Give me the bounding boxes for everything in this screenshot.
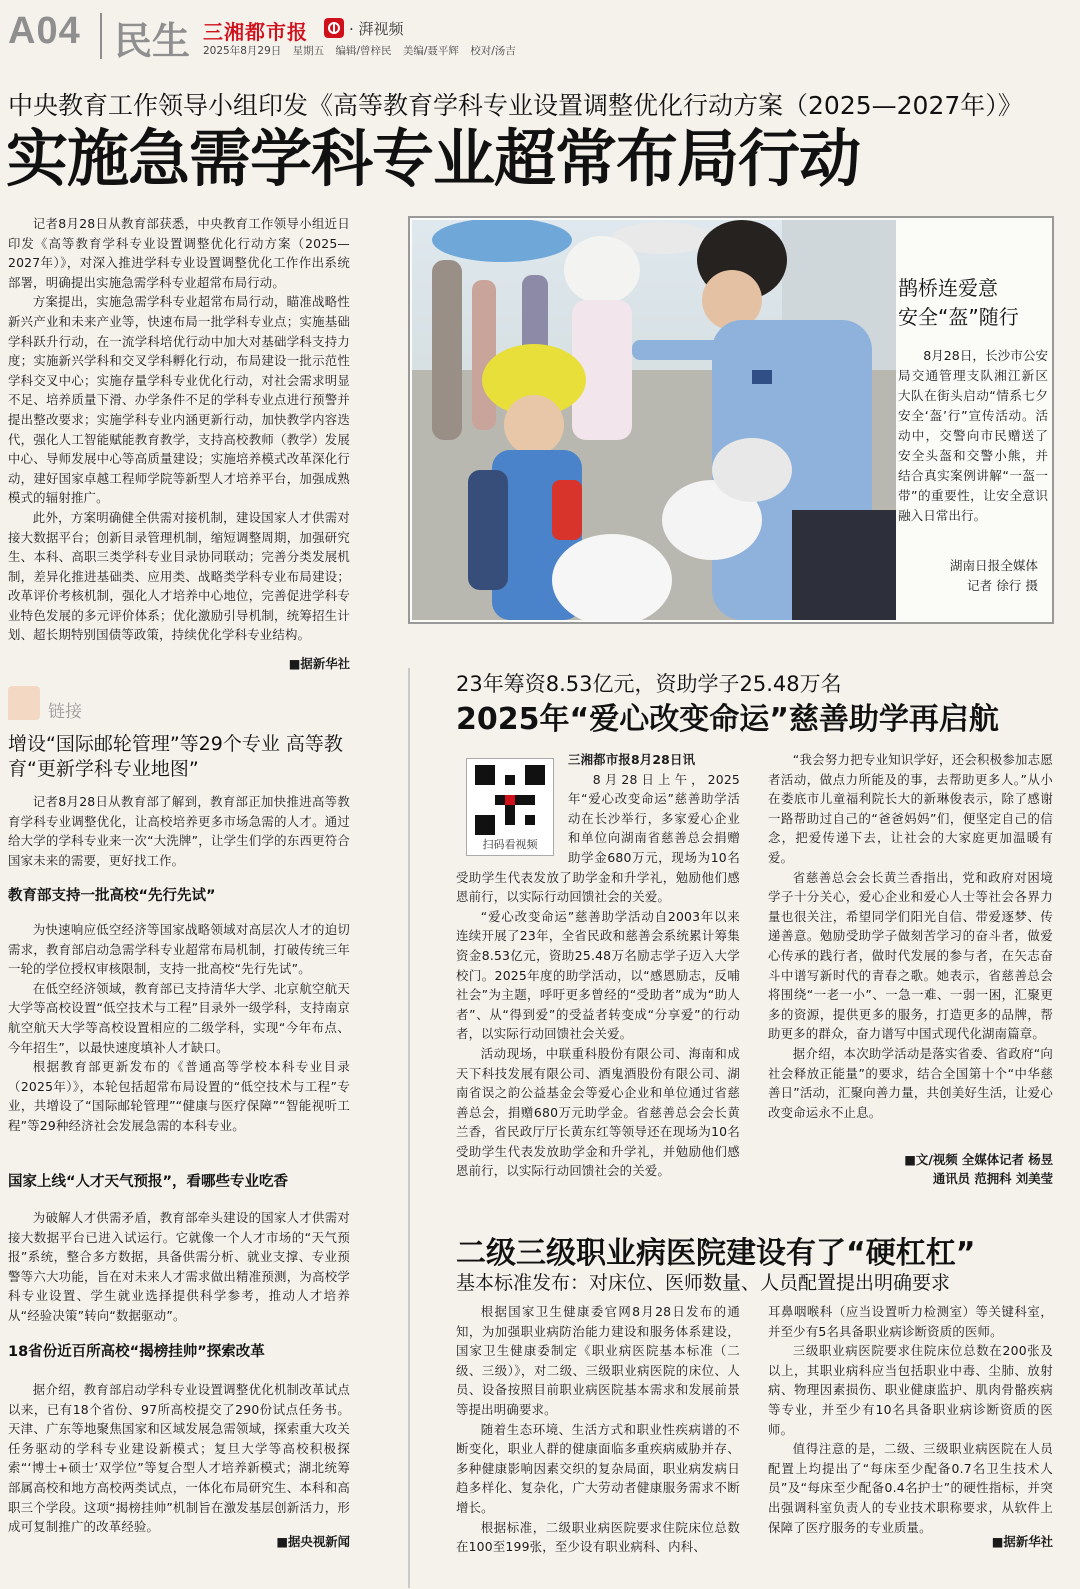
link-paragraph: 为快速响应低空经济等国家战略领域对高层次人才的迫切需求，教育部启动急需学科专业超常布局机制，打破传统三年一轮的学位授权审核限制，支持一批高校“先行先试”。 [8, 922, 350, 977]
photo-story-title [898, 274, 1048, 332]
masthead-divider [100, 13, 102, 59]
hospital-paragraph: 耳鼻咽喉科（应当设置听力检测室）等关键科室，并至少有5名具备职业病诊断资质的医师。 [768, 1304, 1053, 1339]
link-paragraph: 根据教育部更新发布的《普通高等学校本科专业目录（2025年）》，本轮包括超常布局设置的“低空技术与工程”专业，共增设了“国际邮轮管理”“健康与医疗保障”“智能视听工程”等29种经济社会发展急需的本科专业。 [8, 1059, 350, 1133]
charity-paragraph: 省慈善总会会长黄兰香指出，党和政府对困境学子十分关心，爱心企业和爱心人士等社会各界力量也很关注，希望同学们阳光自信、带爱逐梦、传递善意。勉励受助学子做刻苦学习的奋斗者，做爱心传承的践行者，做时代发展的参与者，在矢志奋斗中谱写新时代的青春之歌。她表示，省慈善总会将围绕“一老一小”、一急一难、一弱一困，汇聚更多的资源，提供更多的服务，打造更多的品牌，帮助更多的群众，奋力谱写中国式现代化湖南篇章。 [768, 869, 1053, 1042]
link-subhead: 国家上线“人才天气预报”，看哪些专业吃香 [8, 1174, 289, 1190]
charity-headline: 2025年“爱心改变命运”慈善助学再启航 [456, 702, 999, 737]
link-title: 增设“国际邮轮管理”等29个专业 高等教育“更新学科专业地图” [8, 733, 343, 780]
link-paragraph: 据介绍，教育部启动学科专业设置调整优化机制改革试点以来，已有18个省份、97所高校提交了290份试点任务书。天津、广东等地聚焦国家和区域发展急需领域，探索重大攻关任务驱动的学科专业建设新模式；复旦大学等高校积极探索“‘博士+硕士’双学位”等复合型人才培养新模式；湖北统筹部属高校和地方高校两类试点，一体化布局研究生、本科和高职三个学段。这项“揭榜挂帅”机制旨在激发基层创新活力，形成可复制推广的改革经验。 [8, 1382, 350, 1535]
charity-credit [768, 1150, 1053, 1188]
hospital-paragraph: 三级职业病医院要求住院床位总数在200张及以上，其职业病科应当包括职业中毒、尘肺、放射病、物理因素损伤、职业健康监护、肌肉骨骼疾病等专业，并至少有10名具备职业病诊断资质的医师。 [768, 1343, 1053, 1437]
link-section-body [8, 1208, 350, 1326]
link-paragraph: 为破解人才供需矛盾，教育部牵头建设的国家人才供需对接大数据平台已进入试运行。它就像一个人才市场的“天气预报”系统，整合多方数据，具备供需分析、就业支撑、专业预警等六大功能，旨在对未来人才需求做出精准预测，为高校学科专业设置、学生就业选择提供科学参考，推动人才培养从“经验决策”转向“数据驱动”。 [8, 1210, 350, 1323]
charity-paragraph: “爱心改变命运”慈善助学活动自2003年以来连续开展了23年，全省民政和慈善会系统累计筹集资金8.53亿元，资助25.48万名励志学子迈入大学校门。2025年度的助学活动，以“感恩励志，反哺社会”为主题，呼吁更多曾经的“受助者”成为“助人者”、从“得到爱”的受益者转变成“分享爱”的行动者，以实际行动回馈社会关爱。 [456, 908, 740, 1042]
hospital-paragraph: 值得注意的是，二级、三级职业病医院在人员配置上均提出了“每床至少配备0.7名卫生技术人员”及“每床至少配备0.4名护士”的硬性指标，并突出强调科室负责人的专业技术职称要求，从软件上保障了医疗服务的专业质量。 [768, 1441, 1053, 1535]
editor: 编辑/曾梓民 [335, 45, 392, 57]
photo-title-line: 鹊桥连爱意 [898, 276, 998, 300]
photo-title-line: 安全“盔”随行 [898, 305, 1019, 329]
column-divider [408, 668, 410, 1588]
hospital-column-1 [456, 1302, 740, 1557]
qr-code-icon [475, 765, 545, 835]
art-editor: 美编/聂平辉 [402, 45, 459, 57]
lead-paragraph: 方案提出，实施急需学科专业超常布局行动，瞄准战略性新兴产业和未来产业等，快速布局一批学科专业点；实施基础学科跃升行动，在一流学科培优行动中加大对基础学科支持力度；实施新兴学科和交叉学科孵化行动，布局建设一批示范性学科交叉中心；实施存量学科专业优化行动，对社会需求明显不足、培养质量下滑、办学条件不足的学科专业点进行预警并提出整改要求；实施学科专业内涵更新行动，加快教学内容迭代，强化人工智能赋能教育教学，支持高校教师（教学）发展中心、导师发展中心等高质量建设；实施培养模式改革深化行动，建好国家卓越工程师学院等新型人才培养平台，加强成熟模式的辐射推广。 [8, 294, 350, 506]
photo-caption-text: 8月28日，长沙市公安局交通管理支队湘江新区大队在街头启动“情系七夕 安全‘盔’行”宣传活动。活动中，交警向市民赠送了安全头盔和交警小熊，并结合真实案例讲解“一盔一带”的重要性，让安全意识融入日常出行。 [898, 348, 1048, 523]
photo-credit-line: 湖南日报全媒体 [949, 558, 1038, 573]
photo-caption [898, 346, 1048, 526]
dateline: 三湘都市报8月28日讯 [568, 752, 696, 767]
link-subhead: 18省份近百所高校“揭榜挂帅”探索改革 [8, 1344, 265, 1360]
link-tag-icon [8, 686, 40, 720]
brand-logo-icon [324, 18, 344, 38]
lead-kicker: 中央教育工作领导小组印发《高等教育学科专业设置调整优化行动方案（2025—2027年）》 [8, 91, 1023, 120]
lead-credit: ■据新华社 [288, 656, 350, 671]
hospital-paragraph: 随着生态环境、生活方式和职业性疾病谱的不断变化，职业人群的健康面临多重疾病威胁并存、多种健康影响因素交织的复杂局面，职业病发病日趋多样化、复杂化，广大劳动者健康服务需求不断增长。 [456, 1421, 740, 1515]
brand-video-label: · 湃视频 [349, 20, 404, 38]
page-number: A04 [8, 10, 81, 52]
link-intro [8, 792, 350, 870]
charity-column-2 [768, 750, 1053, 1122]
hospital-headline: 二级三级职业病医院建设有了“硬杠杠” [456, 1236, 976, 1271]
link-subhead: 教育部支持一批高校“先行先试” [8, 888, 216, 904]
hospital-column-2 [768, 1302, 1053, 1537]
lead-paragraph: 记者8月28日从教育部获悉，中央教育工作领导小组近日印发《高等教育学科专业设置调整优化行动方案（2025—2027年）》，对深入推进学科专业设置调整优化工作作出系统部署，明确提出实施急需学科专业超常布局行动。 [8, 216, 350, 290]
charity-paragraph: 据介绍，本次助学活动是落实省委、省政府“向社会释放正能量”的要求，结合全国第十个“中华慈善日”活动，汇聚向善力量，共创美好生活，让爱心改变命运永不止息。 [768, 1045, 1053, 1120]
charity-credit-line: ■文/视频 全媒体记者 杨昱 [904, 1152, 1053, 1167]
news-photo [412, 220, 896, 620]
link-credit: ■据央视新闻 [276, 1534, 350, 1549]
section-name: 民生 [114, 19, 191, 63]
link-section-body [8, 1380, 350, 1537]
charity-paragraph: 活动现场，中联重科股份有限公司、海南和成天下科技发展有限公司、酒鬼酒股份有限公司、湖南省误之韵公益基金会等爱心企业和单位通过省慈善总会，捐赠680万元助学金。省慈善总会会长黄兰香，省民政厅厅长黄东红等领导还在现场为10名受助学生代表发放助学金和升学礼，并勉励他们感恩前行，以实际行动回馈社会的关爱。 [456, 1045, 740, 1179]
link-label: 链接 [48, 702, 82, 722]
photo-credit [898, 556, 1038, 596]
issue-meta [203, 43, 524, 58]
hospital-paragraph: 根据国家卫生健康委官网8月28日发布的通知，为加强职业病防治能力建设和服务体系建设，国家卫生健康委制定《职业病医院基本标准（二级、三级）》，对二级、三级职业病医院的床位、人员、设备按照目前职业病医院基本需求和发展前景等提出明确要求。 [456, 1304, 740, 1417]
issue-date: 2025年8月29日 [203, 45, 282, 57]
link-section-body [8, 920, 350, 1136]
lead-paragraph: 此外，方案明确健全供需对接机制，建设国家人才供需对接大数据平台；创新目录管理机制，缩短调整周期，加强研究生、本科、高职三类学科专业目录协同联动；完善分类发展机制，差异化推进基础类、应用类、战略类学科专业布局建设；改革评价考核机制，强化人才培养中心地位，完善促进学科专业特色发展的多元评价体系；优化激励引导机制，统筹招生计划、超长期特别国债等政策，持续优化学科专业结构。 [8, 509, 350, 643]
issue-weekday: 星期五 [292, 45, 325, 57]
hospital-subtitle: 基本标准发布：对床位、医师数量、人员配置提出明确要求 [456, 1272, 951, 1294]
newspaper-brand: 三湘都市报 [203, 20, 308, 44]
hospital-credit: ■据新华社 [991, 1534, 1053, 1549]
lead-headline: 实施急需学科专业超常布局行动 [6, 122, 861, 195]
hospital-paragraph: 根据标准，二级职业病医院要求住院床位总数在100至199张，至少设有职业病科、内科、 [456, 1519, 740, 1555]
proofreader: 校对/汤吉 [470, 45, 516, 57]
charity-kicker: 23年筹资8.53亿元，资助学子25.48万名 [456, 672, 842, 696]
link-intro-paragraph: 记者8月28日从教育部了解到，教育部正加快推进高等教育学科专业调整优化，让高校培养更多市场急需的人才。通过给大学的学科专业来一次“大洗牌”，让学生们学的东西更符合国家未来的需要，更好找工作。 [8, 794, 350, 868]
charity-paragraph: “我会努力把专业知识学好，还会积极参加志愿者活动，做点力所能及的事，去帮助更多人。”从小在娄底市儿童福利院长大的新琳俊表示，除了感谢一路帮助过自己的“爸爸妈妈”们，便坚定自己的信念，把爱传递下去，让社会的大家庭更加温暖有爱。 [768, 752, 1053, 865]
link-paragraph: 在低空经济领域，教育部已支持清华大学、北京航空航天大学等高校设置“低空技术与工程”目录外一级学科，支持南京航空航天大学等高校设置相应的二级学科，实现“今年布点、今年招生”，以最快速度填补人才缺口。 [8, 980, 350, 1055]
qr-label: 扫码看视频 [482, 838, 538, 851]
lead-article-body [8, 214, 350, 645]
charity-paragraph: 8月28日上午，2025年“爱心改变命运”慈善助学活动在长沙举行，多家爱心企业和单位向湖南省慈善总会捐赠助学金680万元，现场为10名受助学生代表发放了助学金和升学礼，勉励他们感恩前行，以实际行动回馈社会的关爱。 [456, 771, 740, 905]
charity-credit-line: 通讯员 范拥科 刘美莹 [932, 1171, 1053, 1186]
photo-credit-line: 记者 徐行 摄 [967, 578, 1038, 593]
